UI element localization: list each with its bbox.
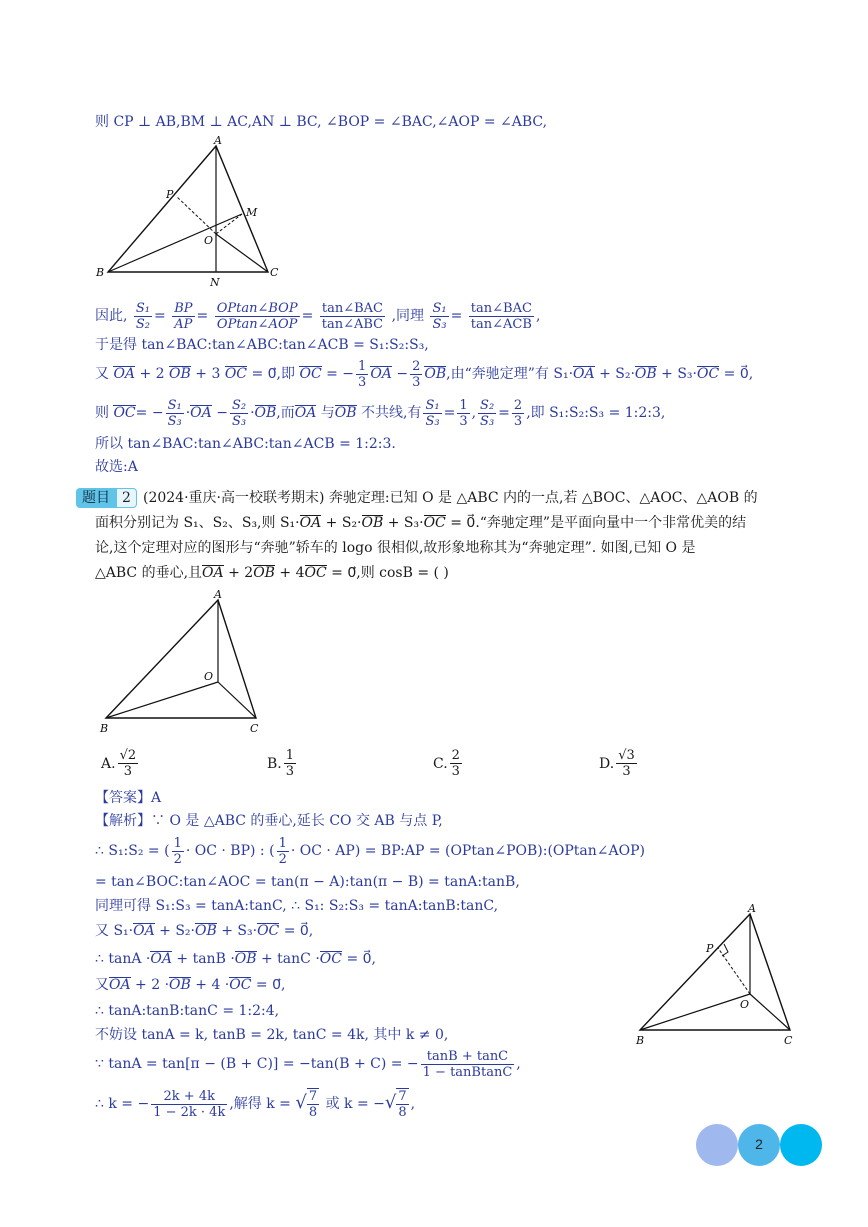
answer-line: 又OA + 2 ·OB + 4 ·OC = 0⃗, xyxy=(95,977,286,993)
figure-3-triangle xyxy=(628,900,808,1050)
answer-line: ∵ tanA = tan[π − (B + C)] = −tan(B + C) = − $\frac{\tan B + \tan C}{\text{1 − tanBtanC}}$ , xyxy=(95,1048,521,1080)
answer-line: ∴ tanA ·OA + tanB ·OB + tanC ·OC = 0⃗, xyxy=(95,951,376,967)
fig1-label-c: C xyxy=(270,266,279,279)
footer-circle-2 xyxy=(738,1124,780,1166)
answer-line: = tan∠BOC:tan∠AOC = tan(π − A):tan(π − B) = tanA:tanB, xyxy=(95,874,520,890)
answer-line: ∴ S₁:S₂ = ( $\frac{1}{2}$ · OC · BP) : ( $\frac{1}{2}$ · OC · AP) = BP:AP = (OPtan∠POB):(OPtan∠AOP) xyxy=(95,835,645,867)
question-line: 论,这个定理对应的图形与“奔驰”轿车的 logo 很相似,故形象地称其为“奔驰定理”. 如图,已知 O 是 xyxy=(95,540,696,556)
question-line: △ABC 的垂心,且OA + 2OB + 4OC = 0⃗,则 cosB = ( ) xyxy=(95,565,449,581)
figure-1-triangle xyxy=(92,134,292,294)
question-tag-number: 2 xyxy=(116,488,137,508)
answer-line: ∴ tanA:tanB:tanC = 1:2:4, xyxy=(95,1003,280,1019)
answer-line: 【答案】A xyxy=(95,790,162,806)
answer-line: 又 S₁·OA + S₂·OB + S₃·OC = 0⃗, xyxy=(95,923,314,939)
option-c[interactable]: C. $\frac{2}{3}$ xyxy=(433,748,460,779)
fig3-label-o: O xyxy=(740,998,750,1011)
fig2-label-c: C xyxy=(250,722,259,735)
question-tag xyxy=(76,488,137,508)
fig1-label-b: B xyxy=(96,266,105,279)
solution-line: 所以 tan∠BAC:tan∠ABC:tan∠ACB = 1:2:3. xyxy=(95,436,396,452)
fig2-label-b: B xyxy=(100,722,109,735)
option-b[interactable]: B. $\frac{1}{3}$ xyxy=(267,748,295,779)
fig2-label-a: A xyxy=(214,588,222,601)
fig3-label-c: C xyxy=(784,1034,793,1047)
solution-line: 则 OC= − $\frac{\text{S₁}}{\text{S₃}}$ ·OA − $\frac{\text{S₂}}{\text{S₃}}$ ·OB,而OA 与OB 不共线,有 $\frac{\text{S₁}}{\text{S₃}}$ = $\frac{1}{3}$ , $\frac{\text{S₂}}{\text{S₃}}$ = $\frac{2}{3}$ ,即 S₁:S₂:S₃ = 1:2:3, xyxy=(95,397,666,429)
answer-line: 不妨设 tanA = k, tanB = 2k, tanC = 4k, 其中 k ≠ 0, xyxy=(95,1027,449,1043)
figure-2-triangle xyxy=(92,586,272,738)
answer-line: ∴ k = − $\frac{2k + 4k}{1 - 2k \cdot 4k}$ ,解得 k = √ $\frac{7}{8}$ 或 k = −√ $\frac{7}{8}$ , xyxy=(95,1088,416,1120)
question-line: 面积分别记为 S₁、S₂、S₃,则 S₁·OA + S₂·OB + S₃·OC = 0⃗.“奔驰定理”是平面向量中一个非常优美的结 xyxy=(95,515,747,531)
fig3-label-b: B xyxy=(636,1034,645,1047)
solution-line: 因此, $\frac{\text{S₁}}{\text{S₂}}$ = $\frac{BP}{AP}$ = $\frac{\text{OPtan∠BOP}}{\text{OPtan∠AOP}}$ = $\frac{\text{tan∠BAC}}{\text{tan∠ABC}}$ ,同理 $\frac{\text{S₁}}{\text{S₃}}$ = $\frac{\text{tan∠BAC}}{\text{tan∠ACB}}$ , xyxy=(95,300,541,332)
footer-circle-1 xyxy=(696,1124,738,1166)
fig1-label-a: A xyxy=(214,134,222,147)
option-d[interactable]: D. $\frac{√3}{3}$ xyxy=(599,748,635,779)
fig3-label-p: P xyxy=(706,942,714,955)
solution-line: 则 CP ⊥ AB,BM ⊥ AC,AN ⊥ BC, ∠BOP = ∠BAC,∠AOP = ∠ABC, xyxy=(95,114,548,130)
page-number-badge xyxy=(696,1124,824,1168)
fig3-label-a: A xyxy=(748,902,756,915)
page-number: 2 xyxy=(755,1136,763,1152)
solution-line: 又 OA + 2 OB + 3 OC = 0⃗,即 OC = − $\frac{1}{3}$ OA − $\frac{2}{3}$ OB,由“奔驰定理”有 S₁·OA + S₂·OB + S₃·OC = 0⃗, xyxy=(95,358,754,390)
footer-circle-3 xyxy=(780,1124,822,1166)
fig1-label-p: P xyxy=(166,188,174,201)
solution-line: 故选:A xyxy=(95,459,138,475)
answer-line: 【解析】∵ O 是 △ABC 的垂心,延长 CO 交 AB 与点 P, xyxy=(95,813,443,829)
question-line: (2024·重庆·高一校联考期末) 奔驰定理:已知 O 是 △ABC 内的一点,若 △BOC、△AOC、△AOB 的 xyxy=(143,490,758,506)
answer-line: 同理可得 S₁:S₃ = tanA:tanC, ∴ S₁: S₂:S₃ = tanA:tanB:tanC, xyxy=(95,898,499,914)
fig2-label-o: O xyxy=(204,670,214,683)
question-tag-label: 题目 xyxy=(76,488,116,508)
option-a[interactable]: A. $\frac{√2}{3}$ xyxy=(101,748,137,779)
answer-options xyxy=(95,748,715,782)
fig1-label-m: M xyxy=(246,206,258,219)
fig1-label-o: O xyxy=(204,234,214,247)
solution-line: 于是得 tan∠BAC:tan∠ABC:tan∠ACB = S₁:S₂:S₃, xyxy=(95,337,429,353)
fig1-label-n: N xyxy=(210,276,220,289)
